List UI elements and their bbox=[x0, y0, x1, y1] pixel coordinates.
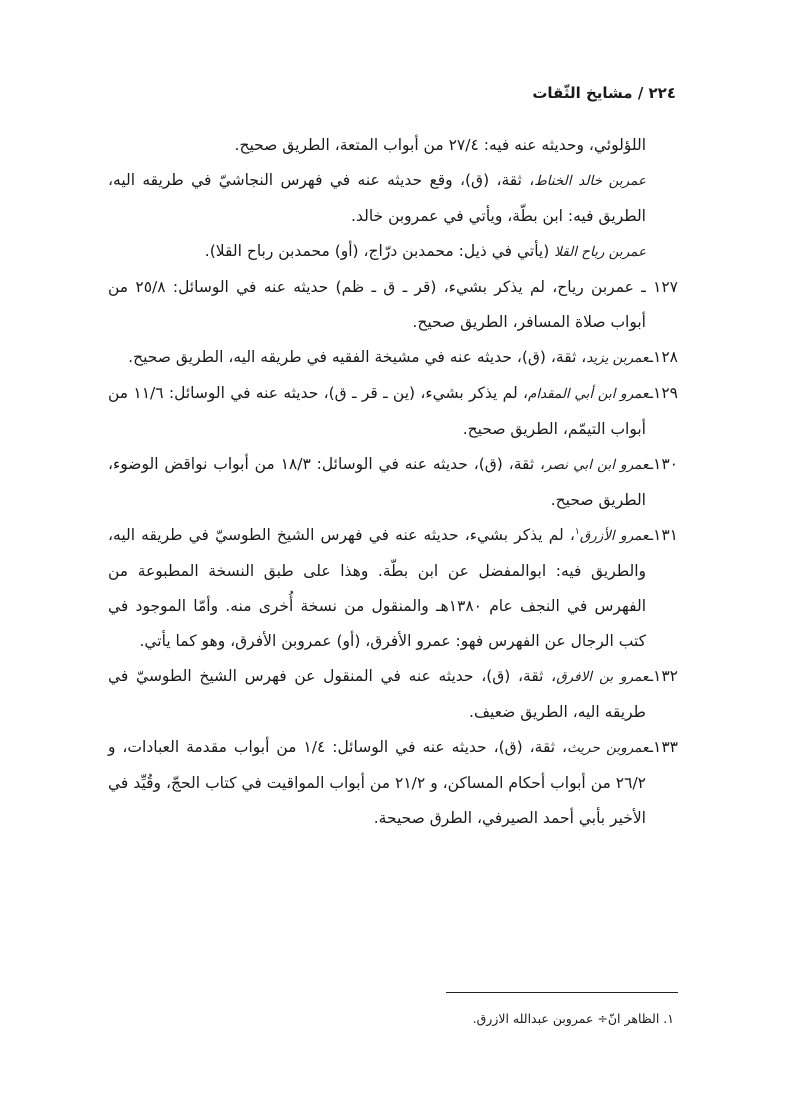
footnote-divider bbox=[446, 992, 678, 993]
narrator-name: عمروبن حريث bbox=[567, 740, 649, 756]
entry-text: ١٢٧ ـ عمربن رياح، لم يذكر بشيء، (قر ـ ق ـ ظم) حديثه عنه في الوسائل: ٢٥/٨ من أبواب صلاة المسافر، الطريق صحيح. bbox=[108, 278, 678, 331]
entry-text: ، ثقة، (ق)، حديثه عنه في المنقول عن فهرس الشيخ الطوسيّ في طريقه اليه، الطريق ضعيف. bbox=[108, 667, 646, 721]
entry-paragraph bbox=[108, 270, 678, 340]
footnote: ١. الظاهر انّ÷ عمروبن عبدالله الازرق. bbox=[472, 1011, 674, 1026]
entry-text: ١٢٨ـ bbox=[648, 348, 678, 366]
book-title: مشايخ الثّقات bbox=[532, 84, 633, 102]
page-number: ٢٢٤ bbox=[648, 84, 676, 102]
entry-text: ، لم يذكر بشيء، حديثه عنه في فهرس الشيخ الطوسيّ في طريقه اليه، والطريق فيه: ابوالمفضل عن ابن بطّة. وهذا على طبق النسخة المطبوعة من الفهرس في النجف عام ١٣٨٠هـ والمنقول من نسخة أُخرى منه. وأمّا الموجود في كتب الرجال عن الفهرس فهو: عمرو الأفرق، (أو) عمروبن الأفرق، وهو كما يأتي. bbox=[108, 526, 646, 650]
narrator-name: عمرو ابن أبي المقدام bbox=[527, 386, 649, 402]
entry-paragraph bbox=[108, 163, 678, 234]
main-text bbox=[108, 128, 678, 836]
narrator-name: عمرو بن الافرق bbox=[556, 669, 649, 685]
entry-text: ١٣٢ـ bbox=[648, 667, 678, 685]
entry-text: ، ثقة، (ق)، حديثه عنه في الوسائل: ١٨/٣ من أبواب نواقض الوضوء، الطريق صحيح. bbox=[108, 455, 646, 509]
entry-paragraph bbox=[108, 659, 678, 730]
entry-paragraph bbox=[108, 376, 678, 447]
entry-text: ، ثقة، (ق)، حديثه عنه في مشيخة الفقيه في طريقه اليه، الطريق صحيح. bbox=[128, 348, 587, 366]
entry-paragraph bbox=[108, 518, 678, 659]
entry-text: ، لم يذكر بشيء، (ين ـ قر ـ ق)، حديثه عنه في الوسائل: ١١/٦ من أبواب التيمّم، الطريق صحيح. bbox=[108, 384, 646, 438]
entry-text: ١٢٩ـ bbox=[648, 384, 678, 402]
entry-paragraph bbox=[108, 340, 678, 376]
entry-paragraph bbox=[108, 447, 678, 518]
entry-paragraph bbox=[108, 234, 678, 270]
narrator-name: عمرو ابن ابي نصر bbox=[545, 457, 649, 473]
narrator-name: عمرو الأزرق bbox=[579, 528, 649, 544]
entry-text: ١٣٣ـ bbox=[648, 738, 679, 756]
entry-text: ١٣١ـ bbox=[648, 526, 678, 544]
footnote-marker: ١ bbox=[574, 526, 580, 537]
entry-text: ، ثقة، (ق)، وقع حديثه عنه في فهرس النجاشيّ في طريقه اليه، الطريق فيه: ابن بطّة، ويأتي في عمروبن خالد. bbox=[108, 171, 646, 225]
entry-paragraph bbox=[108, 128, 678, 163]
entry-text: (يأتي في ذيل: محمدبن درّاج، (أو) محمدبن رباح القلا). bbox=[204, 242, 555, 260]
entry-text: ١٣٠ـ bbox=[648, 455, 679, 473]
narrator-name: عمربن يزيد bbox=[586, 350, 649, 366]
entry-paragraph bbox=[108, 730, 678, 836]
header-separator: / bbox=[637, 84, 644, 102]
narrator-name: عمربن رباح القلا bbox=[554, 244, 646, 260]
entry-text: اللؤلوئي، وحديثه عنه فيه: ٢٧/٤ من أبواب المتعة، الطريق صحيح. bbox=[234, 136, 646, 154]
running-header bbox=[532, 84, 676, 102]
narrator-name: عمربن خالد الخناط bbox=[534, 173, 646, 189]
entry-text: ، ثقة، (ق)، حديثه عنه في الوسائل: ١/٤ من أبواب مقدمة العبادات، و ٢٦/٢ من أبواب أحكام المساكن، و ٢١/٢ من أبواب المواقيت في كتاب الحجّ، وقُيِّد في الأخير بأبي أحمد الصيرفي، الطرق صحيحة. bbox=[108, 738, 646, 827]
